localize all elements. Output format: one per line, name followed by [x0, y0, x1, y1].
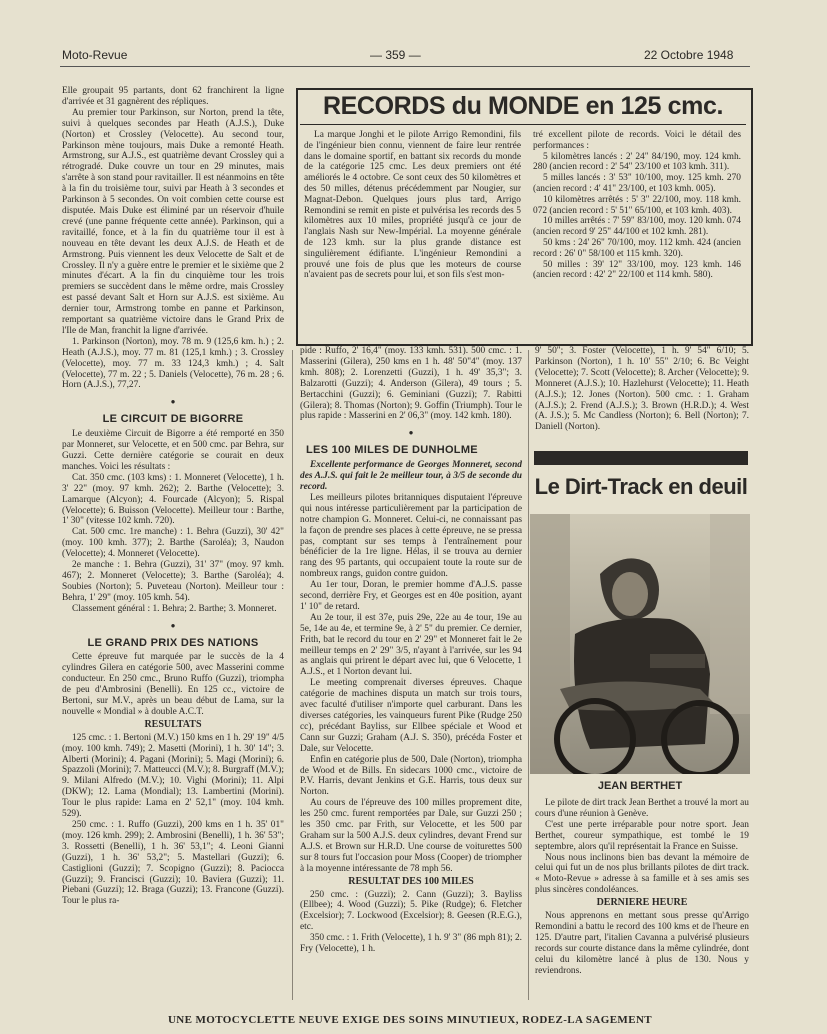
late-news-paragraph: Nous apprenons en mettant sous presse qu'Arrigo Remondini a battu le record des 100 kms et de l'heure en 125. D'autre part, l'italien Cavanna a pulvérisé plusieurs records sur courte distance dans la même cylindrée, dont celui du kilomètre lancé à plus de 130. Nous y reviendrons. [535, 911, 749, 976]
dirt-track-paragraph: C'est une perte irréparable pour notre sport. Jean Berthet, coureur sympathique, est tombé le 19 septembre, alors qu'il représentait la France en Suisse. [535, 819, 749, 852]
column-3 [535, 346, 749, 433]
dunholme-paragraph: Au 1er tour, Doran, le premier homme d'A.J.S. passe second, derrière Fry, et Georges est en 40e position, ayant 1' 10" de retard. [300, 580, 522, 612]
race-results: 1. Parkinson (Norton), moy. 78 m. 9 (125,6 km. h.) ; 2. Heath (A.J.S.), moy. 77 m. 81 (125,1 kmh.) ; 3. Crossley (Velocette), moy. 77 m. 33 124,3 kmh.) ; 4. Salt (Velocette), 77 m. 22 ; 5. Daniels (Velocette), 76 m. 28 ; 6. Horn (A.J.S.), 77,27. [62, 336, 284, 391]
results-heading: RESULTATS [144, 718, 202, 730]
column-rule [292, 350, 293, 1000]
dunholme-paragraph: Le meeting comprenait diverses épreuves. Chaque catégorie de machines disputa un match sur trois tours, avec faculté d'utiliser n'importe quel carburant. Dans les diverses catégories, les vainqueurs furent Pike (Rudge 250 cc), précédant Bayliss, sur Ellbee spéciale et Wood et Cann sur Guzzi; Graham (A.J. S. 350), précéda Foster et Dale, sur Velocette. [300, 678, 522, 754]
bigorre-paragraph: Le deuxième Circuit de Bigorre a été remporté en 350 par Monneret, sur Velocette, et en 500 cmc. par Behra, sur Guzzi. Cette dernière catégorie se courait en deux manches. Voici les résultats : [62, 429, 284, 472]
dunholme-paragraph: Au 2e tour, il est 37e, puis 29e, 22e au 4e tour, 19e au 5e, 14e au 4e, et termine 9e, à 2' 5" du premier. Ce dernier, Frith, bat le record du tour en 2' 29" et Monneret fait le 2e meilleur temps en 2' 29" 3/5, n'ayant à l'arrivée, sur les 94 as anglais qui prirent le départ avec lui, que 6 Velocette, 1 A.J.S., et 1 Norton devant lui. [300, 612, 522, 678]
dunholme-paragraph: Enfin en catégorie plus de 500, Dale (Norton), triompha de Wood et de Bills. En sidecars 1000 cmc., victoire de P.V. Harris, devant Jenkins et G.E. Harris, tous deux sur Norton. [300, 754, 522, 798]
records-left-text [304, 130, 521, 281]
record-line: 5 milles lancés : 3' 53" 10/100, moy. 125 kmh. 270 (ancien record : 4' 41" 23/100, et 103 kmh. 005). [533, 173, 741, 194]
dirt-track-paragraph: Le pilote de dirt track Jean Berthet a trouvé la mort au cours d'une réunion à Genève. [535, 798, 749, 819]
records-heading: RECORDS du MONDE en 125 cmc. [322, 92, 723, 120]
footer-slogan: UNE MOTOCYCLETTE NEUVE EXIGE DES SOINS MINUTIEUX, RODEZ-LA SAGEMENT [167, 1014, 653, 1026]
bullet-separator: ● [408, 428, 414, 438]
bullet-separator: ● [170, 620, 176, 630]
records-paragraph: La marque Jonghi et le pilote Arrigo Remondini, fils de l'ingénieur bien connu, viennent de faire leur rentrée dans le domaine sportif, en battant six records du monde de la catégorie 125 cmc. Les deux premiers ont été améliorés le 4 octobre. Ce sont ceux des 50 kilomètres et des 50 milles, détenus précédemment par Nougier, sur Magnat-Debon. Quelques jours plus tard, Arrigo Remondini se remit en piste et pulvérisa les records des 5 kilomètres aux 10 miles, propriété jusqu'à ce jour de l'anglais Nash sur New-Impérial. La moyenne générale de 123 kmh. sur la plus grande distance est singulièrement édifiante. L'ingénieur Remondini a prouvé une fois de plus que les moteurs de course n'avaient pas de secrets pour lui, et son fils s'est mon- [304, 130, 521, 281]
dunholme-lead: Excellente performance de Georges Monneret, second des A.J.S. qui fait le 2e meilleur tour, à 3/5 de seconde du record. [300, 460, 522, 492]
bigorre-heading: LE CIRCUIT DE BIGORRE [102, 413, 244, 426]
magazine-name: Moto-Revue [62, 48, 128, 62]
dirt-track-heading: Le Dirt-Track en deuil [534, 474, 748, 499]
record-line: 50 kms : 24' 26" 70/100, moy. 112 kmh. 424 (ancien record : 26' 0" 58/100 et 115 kmh. 320). [533, 237, 741, 259]
dunholme-paragraph: Au cours de l'épreuve des 100 milles proprement dite, les 250 cmc. furent remportées par Dale, sur Guzzi 250 ; les 350 cmc. par Frith, sur Velocette, et les 500 par Graham sur la 500 A.J.S. deux cylindres, devant Frend sur A.J.S. et Brown sur H.R.D. Une course de voiturettes 500 sur 8 tours fut l'occasion pour Moss (Cooper) de triompher à la moyenne intéressante de 78 mph 56. [300, 798, 522, 874]
bigorre-paragraph: Classement général : 1. Behra; 2. Barthe; 3. Monneret. [72, 603, 277, 614]
dunholme-paragraph: Les meilleurs pilotes britanniques disputaient l'épreuve qui nous intéresse particulièrement par la participation de notre champion G. Monneret. Celui-ci, ne connaissant pas la façon de prendre ses places à cette épreuve, ne se pressa pas, comptant sur ses temps à l'entraînement pour bénéficier de la 1re ligne. Hélas, il se trouva au dernier rang des 95 partants, qui occupaient toute la route sur de nombreux rangs, guidon contre guidon. [300, 492, 522, 580]
photo-caption: JEAN BERTHET [597, 780, 683, 792]
record-line: 10 milles arrêtés : 7' 59" 83/100, moy. 120 kmh. 074 (ancien record 9' 25" 44/100 et 102 kmh. 281). [533, 216, 741, 238]
records-heading-rule [300, 124, 746, 125]
dirt-track-paragraph: Nous nous inclinons bien bas devant la mémoire de celui qui fut un de nos plus brillants pilotes de dirt track. « Moto-Revue » adresse à sa famille et à ses amis ses plus sincères condoléances. [535, 852, 749, 896]
bullet-separator: ● [170, 397, 176, 407]
record-line: 10 kilomètres arrêtés : 5' 3" 22/100, moy. 118 kmh. 072 (ancien record : 5' 51" 65/100, et 103 kmh. 403). [533, 194, 741, 216]
header-rule [60, 66, 750, 67]
results-continued: pide : Ruffo, 2' 16,4" (moy. 133 kmh. 531). 500 cmc. : 1. Masserini (Gilera), 250 kms en 1 h. 48' 50"4" (moy. 137 kmh. 808); 2. Lorenzetti (Guzzi), 1 h. 49' 35,3"; 3. Balzarotti (Guzzi); 4. Anderson (Gilera), 49 tours ; 5. Bertacchini (Guzzi); 6. Geminiani (Guzzi); 7. Rabitti (Gilera); 8. Thomas (Norton); 9. Goffin (Triumph). Tour le plus rapide : Masserini en 2' 06,3" (moy. 142 kmh. 180). [300, 346, 522, 422]
dirt-track-article [535, 798, 749, 977]
results-paragraph: 125 cmc. : 1. Bertoni (M.V.) 150 kms en 1 h. 29' 19" 4/5 (moy. 100 kmh. 749); 2. Masetti (Morini), 1 h. 30' 14"; 3. Alberti (Morini); 4. Pagani (Morini); 5. Magi (Morini); 6. Spazzoli (Morini); 7. Matteucci (M.V.); 8. Burgraff (M.V.); 9. Milani Alfredo (M.V.); 10. Vighi (Morini); 11. Alpi (DKW); 12. Lama (Mondial); 13. Lambertini (Morini). Tour le plus rapide: Lama en 2' 52,1" (moy. 104 kmh. 529). [62, 732, 284, 820]
intro-paragraph: Elle groupait 95 partants, dont 62 franchirent la ligne d'arrivée et 31 gagnèrent des répliques. [62, 86, 284, 107]
page-number: — 359 — [370, 48, 421, 62]
column-1 [62, 86, 284, 907]
late-news-heading: DERNIERE HEURE [596, 897, 688, 909]
bigorre-paragraph: Cat. 350 cmc. (103 kms) : 1. Monneret (Velocette), 1 h. 3' 22" (moy. 97 kmh. 262); 2. Barthe (Velocette); 3. Lamarque (Alcyon); 4. Fourcade (Alcyon); 5. Rispal (Velocette); 6. Buisson (Velocette). Meilleur tour : Barthe, 1' 30" (vitesse 102 kmh. 720). [62, 472, 284, 527]
records-right-text [533, 130, 741, 281]
issue-date: 22 Octobre 1948 [644, 48, 734, 62]
bigorre-paragraph: 2e manche : 1. Behra (Guzzi), 31' 37" (moy. 97 kmh. 467); 2. Monneret (Velocette); 3. Barthe (Saroléa); 4. Soubies (Norton); 5. Puveteau (Norton). Meilleur tour : Behra, 1' 29" (moy. 105 kmh. 54). [62, 560, 284, 603]
column-2 [300, 346, 522, 955]
dunholme-results-heading: RESULTAT DES 100 MILES [348, 875, 474, 887]
dunholme-results: 250 cmc. : (Guzzi); 2. Cann (Guzzi); 3. Bayliss (Ellbee); 4. Wood (Guzzi); 5. Pike (Rudge); 6. Fletcher (Excelsior); 7. Lockwood (Excelsior); 8. Geesen (R.E.G.), etc. [300, 889, 522, 933]
record-line: 50 milles : 39' 12" 33/100, moy. 123 kmh. 146 (ancien record : 42' 2" 22/100 et 114 kmh. 580). [533, 259, 741, 281]
results-continued: 9' 50"; 3. Foster (Velocette), 1 h. 9' 54" 6/10; 5. Parkinson (Norton), 1 h. 10' 55" 2/10; 6. Bc Veight (Velocette); 7. Scott (Velocette); 8. Archer (Velocette); 9. Monneret (A.J.S.); 10. Hazlehurst (Velocette); 11. Heath (A.J.S.); 12. Jones (Norton). 500 cmc. : 1. Graham (A.J.S.); 2. Frend (A.J.S.); 3. Brown (H.R.D.); 4. West (A. J.S.); 5. Mc Candless (Norton); 6. Bell (Norton); 7. Daniell (Norton). [535, 346, 749, 433]
dirt-track-banner [534, 451, 748, 465]
grand-prix-paragraph: Cette épreuve fut marquée par le succès de la 4 cylindres Gilera en catégorie 500, avec Masserini comme conducteur. En 250 cmc., Bruno Ruffo (Guzzi), triompha de peu d'Ambrosini (Benelli). En 125 cc., victoire de Bertoni, sur M.V., après un beau début de Lama, sur la nouvelle « Mondial » à double A.C.T. [62, 652, 284, 717]
grand-prix-heading: LE GRAND PRIX DES NATIONS [87, 636, 259, 649]
record-line: 5 kilomètres lancés : 2' 24" 84/190, moy. 124 kmh. 280 (ancien record : 2' 54" 23/100 et 103 kmh. 311). [533, 151, 741, 173]
records-paragraph: tré excellent pilote de records. Voici le détail des performances : [533, 130, 741, 151]
bigorre-paragraph: Cat. 500 cmc. 1re manche) : 1. Behra (Guzzi), 30' 42" (moy. 100 kmh. 377); 2. Barthe (Saroléa); 3, Naudon (Velocette); 4. Monneret (Velocette). [62, 527, 284, 560]
column-rule [528, 350, 529, 1000]
race-report: Au premier tour Parkinson, sur Norton, prend la tête, suivi à quelques secondes par Heath (A.J.S.), Duke (Norton) et Crossley (Velocette). Au second tour, Parkinson mène toujours, mais Duke a remonté Heath. Armstrong, sur A.J.S., est quatrième devant Crossley qui a rétrogradé. Duke couvre un tour en 29 minutes, mais s'arrête à son stand pour ravitailler. Il est néanmoins en tête à la fin du troisième tour, suivi par Heath à 3 secondes et Parkinson à 5 secondes. On voit combien cette course est disputée. Mais Duke est éliminé par un réservoir d'huile crevé (une panne fréquente cette année). Parkinson, qui a ravitaillé, fonce, et à la fin du quatrième tour il est à nouveau en tête devant les deux A.J.S. de Heath et de Armstrong. Puis viennent les deux Velocette de Salt et de Crossley. Il n'y a guère entre le premier et le sixième que 2 minutes d'écart. A la fin du cinquième tour les trois premiers se succèdent dans le même ordre, mais Crossley est passé devant Salt et Horn sur A.J.S. est sixième. Au dernier tour, Armstrong tombe en panne et Parkinson, remportant sa quatrième victoire dans le Grand Prix de l'Ile de Man, franchit la ligne d'arrivée. [62, 107, 284, 336]
dunholme-results: 350 cmc. : 1. Frith (Velocette), 1 h. 9' 3" (86 mph 81); 2. Fry (Velocette), 1 h. [300, 933, 522, 955]
results-paragraph: 250 cmc. : 1. Ruffo (Guzzi), 200 kms en 1 h. 35' 01" (moy. 126 kmh. 299); 2. Ambrosini (Benelli), 1 h. 36' 53"; 3. Rossetti (Benelli), 1 h. 36' 53,1"; 4. Leoni Gianni (Guzzi), 1 h. 36' 53,2"; 5. Mastellari (Guzzi); 6. Castiglioni (Guzzi); 7. Scopigno (Guzzi); 8. Paciocca (Guzzi); 9. Francisci (Guzzi); 10. Baviera (Guzzi); 11. Piebani (Guzzi); 12. Braga (Guzzi); 13. Francone (Guzzi). Tour le plus ra- [62, 820, 284, 907]
dunholme-heading: LES 100 MILES DE DUNHOLME [306, 444, 478, 457]
rider-photo [530, 514, 750, 774]
